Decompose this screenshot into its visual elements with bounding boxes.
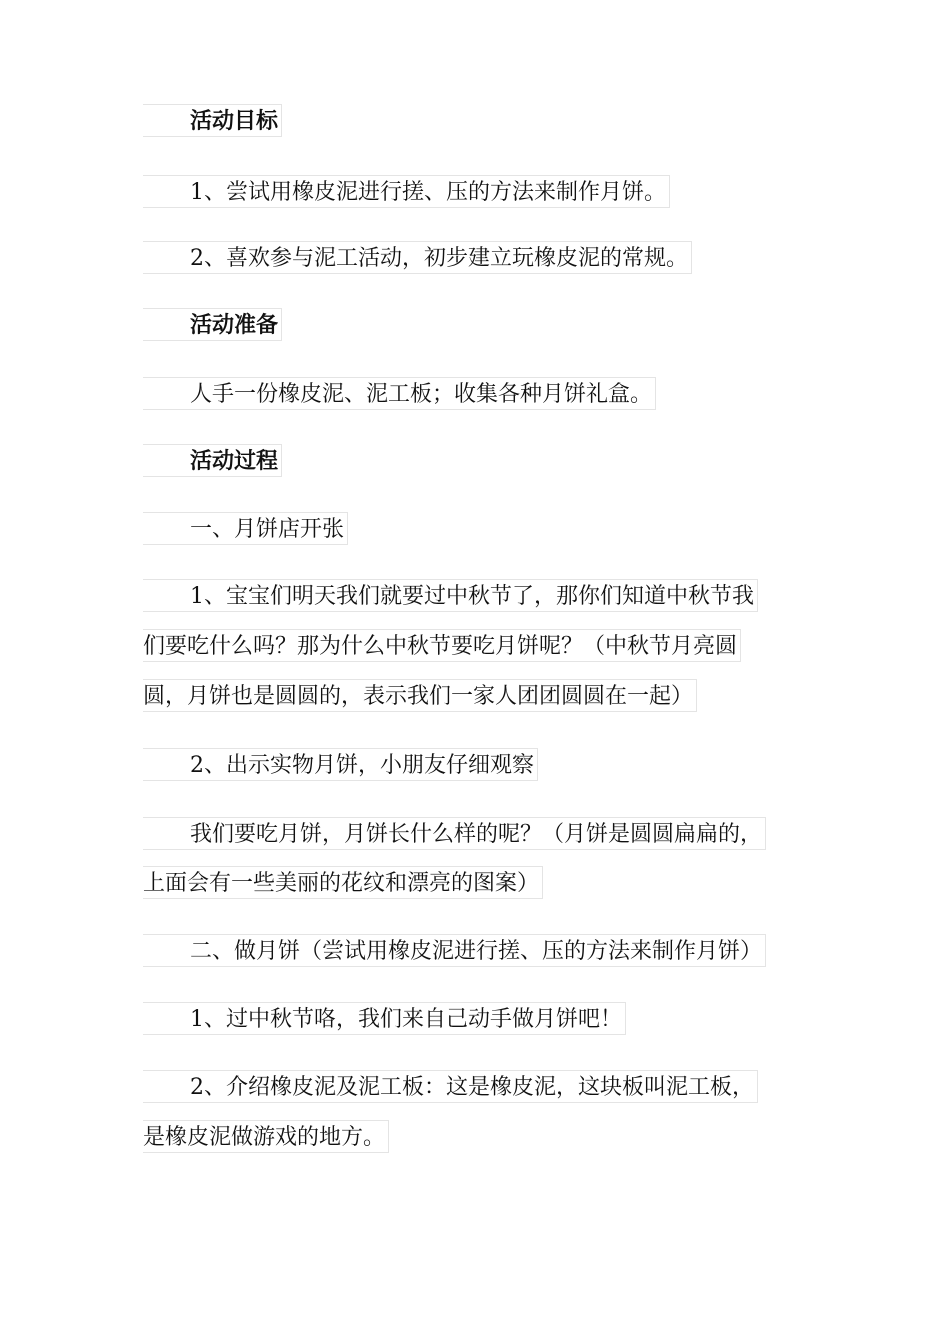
paragraph-line: 1、宝宝们明天我们就要过中秋节了，那你们知道中秋节我: [143, 579, 758, 612]
paragraph-line: 上面会有一些美丽的花纹和漂亮的图案）: [143, 866, 543, 899]
paragraph-line: 是橡皮泥做游戏的地方。: [143, 1120, 389, 1153]
heading-activity-process: 活动过程: [143, 444, 282, 477]
paragraph-line: 们要吃什么吗？那为什么中秋节要吃月饼呢？（中秋节月亮圆: [143, 629, 741, 662]
section-heading-2: 二、做月饼（尝试用橡皮泥进行搓、压的方法来制作月饼）: [143, 934, 766, 967]
paragraph-line: 2、介绍橡皮泥及泥工板：这是橡皮泥，这块板叫泥工板，: [143, 1070, 758, 1103]
paragraph-line: 1、过中秋节咯，我们来自己动手做月饼吧！: [143, 1002, 626, 1035]
paragraph-line: 我们要吃月饼，月饼长什么样的呢？（月饼是圆圆扁扁的，: [143, 817, 766, 850]
paragraph-line: 圆，月饼也是圆圆的，表示我们一家人团团圆圆在一起）: [143, 679, 697, 712]
goal-item-2: 2、喜欢参与泥工活动，初步建立玩橡皮泥的常规。: [143, 241, 692, 274]
goal-item-1: 1、尝试用橡皮泥进行搓、压的方法来制作月饼。: [143, 175, 670, 208]
heading-activity-preparation: 活动准备: [143, 308, 282, 341]
section-heading-1: 一、月饼店开张: [143, 512, 348, 545]
paragraph-line: 2、出示实物月饼，小朋友仔细观察: [143, 748, 538, 781]
heading-activity-goals: 活动目标: [143, 104, 282, 137]
preparation-text: 人手一份橡皮泥、泥工板；收集各种月饼礼盒。: [143, 377, 656, 410]
